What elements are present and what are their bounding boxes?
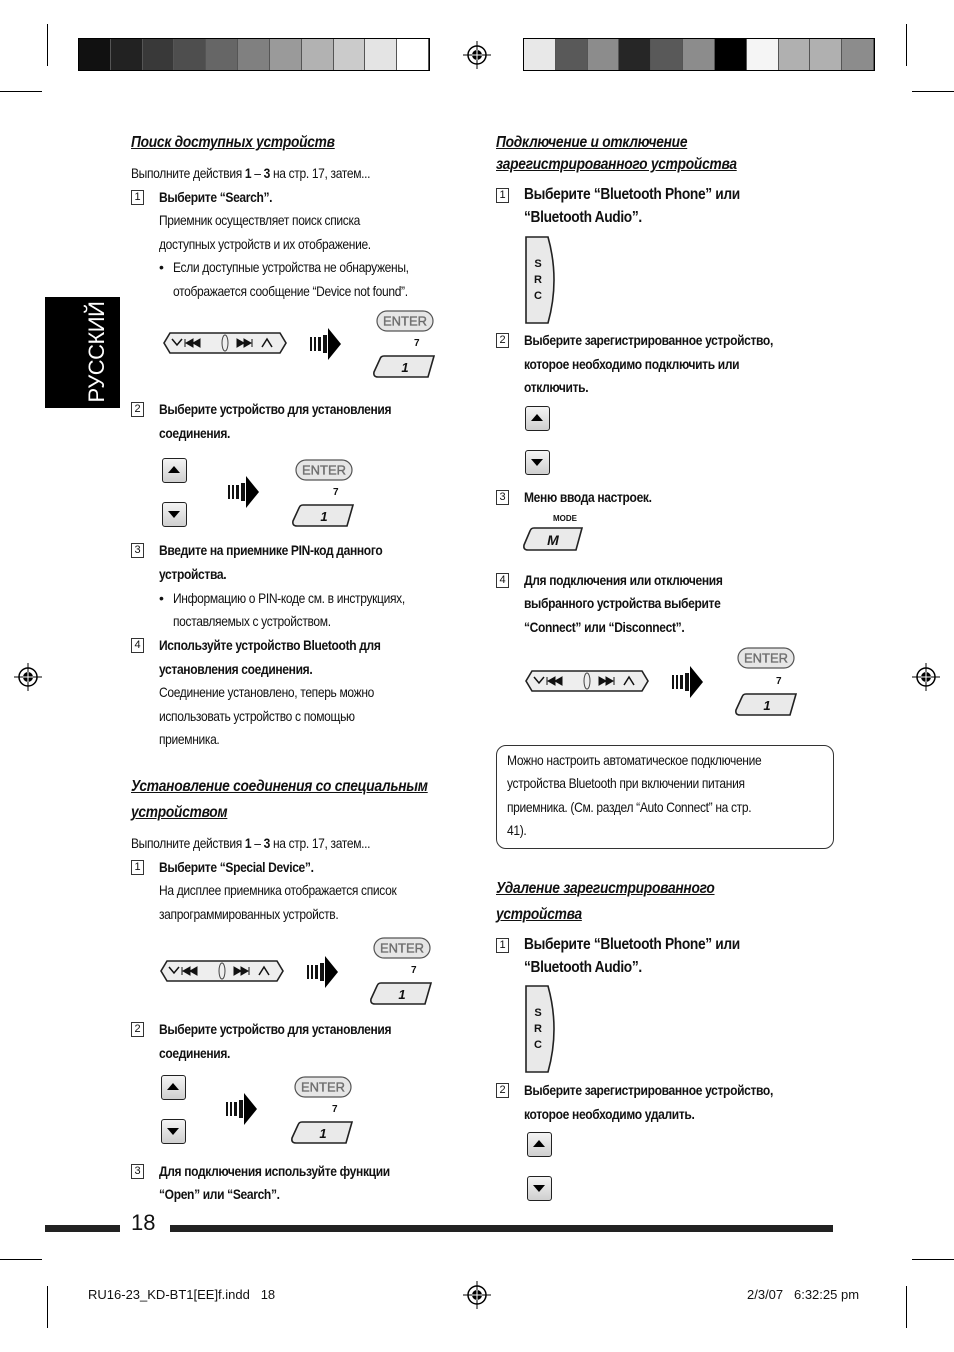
src-button[interactable] [524,984,560,1074]
color-swatch [111,39,143,70]
bullet-text: отображается сообщение “Device not found”. [173,283,408,299]
color-swatch [238,39,270,70]
step-text: Выберите устройство для установления [159,1021,392,1037]
svg-text:ENTER: ENTER [301,462,347,478]
step-text: Используйте устройство Bluetooth для [159,637,381,653]
down-button[interactable] [525,450,550,475]
color-swatch [779,39,811,70]
color-bar-left [78,38,430,71]
color-swatch [79,39,111,70]
svg-text:7: 7 [411,965,417,976]
step-text: Приемник осуществляет поиск списка [159,212,360,228]
color-swatch [715,39,747,70]
step-number: 2 [131,1022,144,1037]
preset-key-1[interactable] [734,675,800,717]
color-swatch [651,39,683,70]
svg-text:1: 1 [398,987,406,1002]
note-text: устройства Bluetooth при включении питания [507,775,745,791]
enter-button[interactable] [737,647,795,669]
color-swatch [174,39,206,70]
page-rule-left [45,1225,120,1232]
preset-key-1[interactable] [290,1103,356,1145]
mode-button[interactable] [522,512,584,552]
up-button[interactable] [525,406,550,431]
color-swatch [842,39,874,70]
enter-button[interactable] [295,459,353,481]
svg-text:R: R [534,274,542,286]
svg-text:C: C [534,1039,542,1051]
step-text: Выберите “Bluetooth Phone” или [524,186,740,203]
registration-mark-icon [463,1281,491,1309]
color-swatch [524,39,556,70]
note-text: Можно настроить автоматическое подключение [507,752,762,768]
svg-text:C: C [534,290,542,302]
section-heading: Поиск доступных устройств [131,134,335,151]
svg-text:1: 1 [763,698,771,713]
color-swatch [588,39,620,70]
preset-key-1[interactable] [369,964,435,1006]
step-number: 2 [496,333,509,348]
crop-mark [0,1259,42,1260]
step-number: 3 [131,1164,144,1179]
crop-mark [47,24,48,66]
color-swatch [302,39,334,70]
color-swatch [270,39,302,70]
step-text: соединения. [159,425,231,441]
arrow-right-icon [228,474,260,510]
step-text: устройства. [159,566,227,582]
step-number: 4 [496,573,509,588]
section-heading: устройством [131,804,228,821]
step-text: “Connect” или “Disconnect”. [524,619,685,635]
step-text: Выберите устройство для установления [159,401,392,417]
up-button[interactable] [162,458,187,483]
step-number: 1 [496,188,509,203]
step-text: приемника. [159,731,220,747]
skip-rocker-control[interactable] [159,959,285,983]
step-text: Выберите зарегистрированное устройство, [524,332,773,348]
svg-text:1: 1 [401,360,409,375]
step-text: которое необходимо подключить или [524,356,740,372]
note-text: приемника. (См. раздел “Auto Connect” на стр. [507,799,752,815]
section-heading: зарегистрированного устройства [496,156,737,173]
step-text: Для подключения используйте функции [159,1163,390,1179]
svg-text:ENTER: ENTER [379,940,425,956]
page-rule-right [170,1225,833,1232]
color-swatch [683,39,715,70]
step-text: “Bluetooth Audio”. [524,209,642,226]
step-text: которое необходимо удалить. [524,1106,695,1122]
step-text: выбранного устройства выберите [524,595,721,611]
step-number: 1 [131,190,144,205]
down-button[interactable] [527,1176,552,1201]
crop-mark [906,1286,907,1328]
arrow-right-icon [310,326,342,362]
enter-button[interactable] [376,310,434,332]
up-button[interactable] [161,1075,186,1100]
step-title: Выберите “Search”. [159,189,273,205]
skip-rocker-control[interactable] [524,669,650,693]
step-text: соединения. [159,1045,231,1061]
step-text: На дисплее приемника отображается список [159,882,397,898]
svg-text:7: 7 [332,1104,338,1115]
color-swatch [206,39,238,70]
registration-mark-icon [912,663,940,691]
color-swatch [747,39,779,70]
step-number: 3 [496,490,509,505]
intro-text: Выполните действия 1 – 3 на стр. 17, затем... [131,835,371,851]
arrow-right-icon [226,1091,258,1127]
step-number: 2 [131,402,144,417]
color-swatch [334,39,366,70]
enter-button[interactable] [373,937,431,959]
color-swatch [397,39,429,70]
step-number: 4 [131,638,144,653]
up-button[interactable] [527,1132,552,1157]
step-text: “Open” или “Search”. [159,1186,280,1202]
step-number: 2 [496,1083,509,1098]
note-text: 41). [507,822,527,838]
step-number: 1 [496,938,509,953]
registration-mark-icon [463,41,491,69]
step-text: “Bluetooth Audio”. [524,959,642,976]
src-button[interactable] [524,235,560,325]
crop-mark [906,24,907,66]
crop-mark [912,1259,954,1260]
bullet-dot: • [159,590,164,606]
color-swatch [365,39,397,70]
step-text: Для подключения или отключения [524,572,723,588]
color-swatch [143,39,175,70]
crop-mark [912,91,954,92]
enter-button[interactable] [294,1076,352,1098]
section-heading: устройства [496,906,582,923]
language-tab-label: РУССКИЙ [84,301,109,403]
intro-text: Выполните действия 1 – 3 на стр. 17, затем... [131,165,371,181]
step-text: Меню ввода настроек. [524,489,652,505]
svg-text:M: M [547,532,559,548]
bullet-text: Информацию о PIN-коде см. в инструкциях, [173,590,405,606]
preset-key-1[interactable] [291,486,357,528]
svg-text:S: S [534,1007,542,1019]
svg-text:ENTER: ENTER [743,650,789,666]
svg-text:7: 7 [776,676,782,687]
step-text: Выберите “Bluetooth Phone” или [524,936,740,953]
svg-text:7: 7 [414,338,420,349]
step-title: Выберите “Special Device”. [159,859,314,875]
step-text: запрограммированных устройств. [159,906,339,922]
crop-mark [0,91,42,92]
step-text: использовать устройство с помощью [159,708,355,724]
page-number: 18 [131,1210,156,1235]
bullet-text: Если доступные устройства не обнаружены, [173,259,409,275]
bullet-text: поставляемых с устройством. [173,613,331,629]
section-heading: Установление соединения со специальным [131,778,428,795]
svg-text:S: S [534,258,542,270]
bullet-dot: • [159,259,164,275]
step-text: Соединение установлено, теперь можно [159,684,374,700]
color-swatch [619,39,651,70]
svg-text:ENTER: ENTER [382,313,428,329]
step-text: Введите на приемнике PIN-код данного [159,542,383,558]
skip-rocker-control[interactable] [162,331,288,355]
step-text: Выберите зарегистрированное устройство, [524,1082,773,1098]
svg-text:1: 1 [320,509,328,524]
footer-date: 2/3/07 6:32:25 pm [747,1287,860,1302]
language-tab [45,297,120,408]
svg-text:R: R [534,1023,542,1035]
step-text: установления соединения. [159,661,313,677]
svg-text:1: 1 [319,1126,327,1141]
step-number: 1 [131,860,144,875]
footer-file: RU16-23_KD-BT1[EE]f.indd 18 [88,1287,276,1302]
down-button[interactable] [162,502,187,527]
svg-text:MODE: MODE [553,514,577,523]
step-text: доступных устройств и их отображение. [159,236,371,252]
arrow-right-icon [672,664,704,700]
section-heading: Подключение и отключение [496,134,688,151]
registration-mark-icon [14,663,42,691]
color-swatch [810,39,842,70]
arrow-right-icon [307,954,339,990]
svg-text:7: 7 [333,487,339,498]
color-bar-right [523,38,875,71]
down-button[interactable] [161,1119,186,1144]
note-box [496,745,834,849]
step-text: отключить. [524,379,589,395]
preset-key-1[interactable] [372,337,438,379]
step-number: 3 [131,543,144,558]
section-heading: Удаление зарегистрированного [496,880,715,897]
svg-text:ENTER: ENTER [300,1079,346,1095]
color-swatch [556,39,588,70]
crop-mark [47,1286,48,1328]
